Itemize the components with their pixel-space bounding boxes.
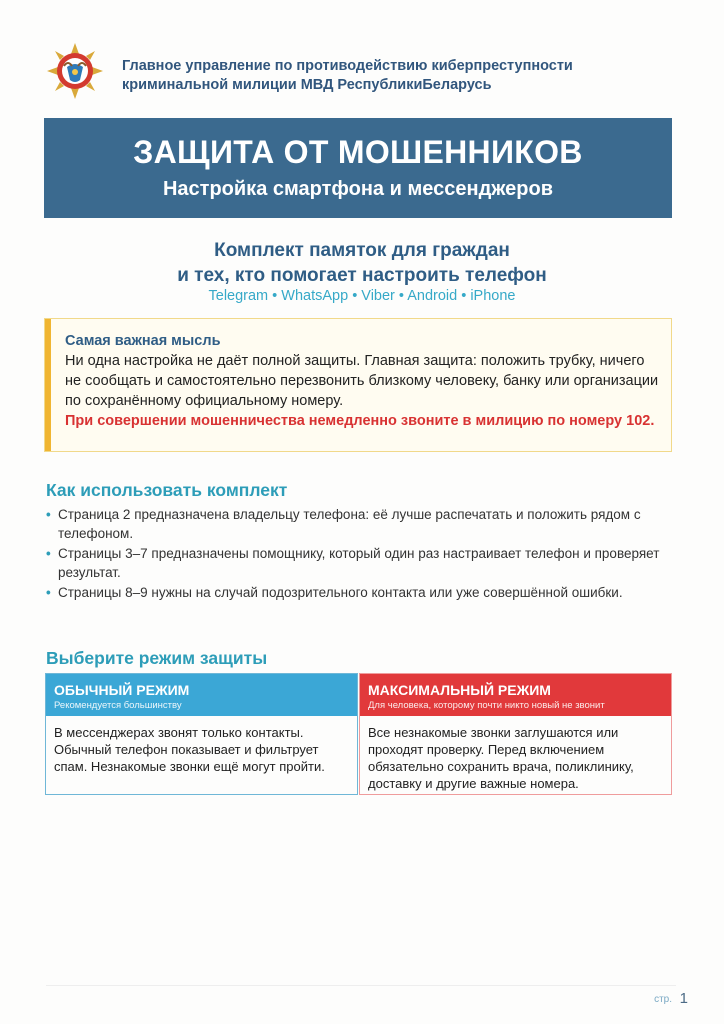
normal-mode-subtitle: Рекомендуется большинству: [54, 700, 182, 711]
page-label: стр.: [654, 994, 672, 1005]
normal-mode-header: [46, 674, 357, 716]
max-mode-card: [359, 673, 672, 795]
list-item: • Страницы 8–9 нужны на случай подозрительного контакта или уже совершённой ошибки.: [46, 583, 686, 602]
organization-name: [122, 57, 573, 95]
callout-text: Ни одна настройка не даёт полной защиты. Главная защита: положить трубку, ничего не сообщать и самостоятельно перезвонить близкому человеку, банку или организации по сохранённому официальному номеру.: [65, 353, 659, 409]
callout-accent-bar: [45, 319, 51, 451]
page-number: 1: [679, 990, 688, 1007]
kit-heading: [0, 238, 724, 288]
page-header: [46, 42, 686, 102]
organization-name-line2: криминальной милиции МВД РеспубликиБеларусь: [122, 77, 492, 93]
important-callout: [44, 318, 672, 452]
page-subtitle: Настройка смартфона и мессенджеров: [162, 178, 554, 200]
max-mode-title: МАКСИМАЛЬНЫЙ РЕЖИМ: [368, 682, 551, 698]
title-banner: [44, 118, 672, 218]
list-item: • Страницы 3–7 предназначены помощнику, который один раз настраивает телефон и проверяет результат.: [46, 544, 686, 582]
kit-heading-line2: и тех, кто помогает настроить телефон: [177, 265, 547, 286]
normal-mode-title: ОБЫЧНЫЙ РЕЖИМ: [54, 682, 190, 698]
kit-heading-line1: Комплект памяток для граждан: [214, 240, 510, 261]
mvd-emblem-icon: [46, 42, 104, 100]
footer-divider: [46, 985, 676, 986]
max-mode-description: Все незнакомые звонки заглушаются или проходят проверку. Перед включением обязательно сохранить врача, поликлинику, доставку и другие важные номера.: [368, 725, 634, 791]
normal-mode-card: [45, 673, 358, 795]
callout-heading: Самая важная мысль: [65, 333, 221, 349]
usage-list: [46, 505, 686, 603]
platform-list: Telegram • WhatsApp • Viber • Android • iPhone: [208, 288, 516, 304]
modes-heading: Выберите режим защиты: [46, 648, 268, 668]
organization-name-line1: Главное управление по противодействию киберпреступности: [122, 58, 573, 74]
max-mode-subtitle: Для человека, которому почти никто новый не звонит: [368, 700, 605, 711]
normal-mode-description: В мессенджерах звонят только контакты. Обычный телефон показывает и фильтрует спам. Незнакомые звонки ещё могут пройти.: [54, 725, 325, 774]
max-mode-header: [360, 674, 671, 716]
page-title: ЗАЩИТА ОТ МОШЕННИКОВ: [133, 134, 583, 170]
usage-heading: Как использовать комплект: [46, 480, 288, 500]
callout-alert: При совершении мошенничества немедленно звоните в милицию по номеру 102.: [65, 413, 655, 429]
list-item: • Страница 2 предназначена владельцу телефона: её лучше распечатать и положить рядом с телефоном.: [46, 505, 686, 543]
